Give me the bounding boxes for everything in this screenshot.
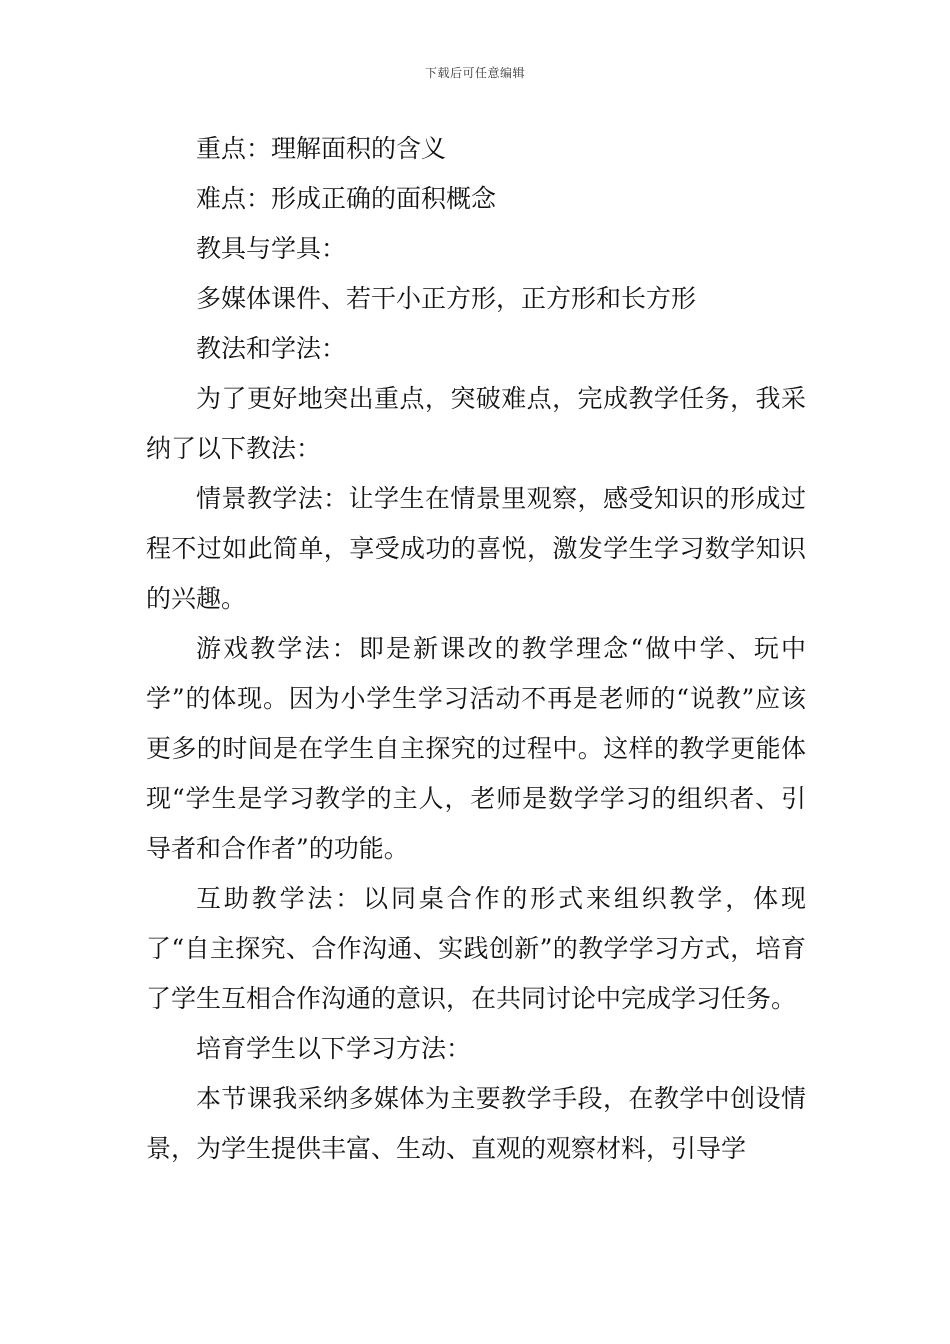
document-body — [146, 124, 806, 1174]
paragraph-mutual-help-method: 互助教学法：以同桌合作的形式来组织教学，体现了“自主探究、合作沟通、实践创新”的教学学习方式，培育了学生互相合作沟通的意识，在共同讨论中完成学习任务。 — [146, 884, 806, 1013]
paragraph-game-method: 游戏教学法：即是新课改的教学理念“做中学、玩中学”的体现。因为小学生学习活动不再是老师的“说教”应该更多的时间是在学生自主探究的过程中。这样的教学更能体现“学生是学习教学的主人，老师是数学学习的组织者、引导者和合作者”的功能。 — [146, 634, 806, 863]
paragraph-key-point: 重点：理解面积的含义 — [196, 134, 447, 163]
paragraph-teaching-aids-heading: 教具与学具： — [196, 234, 347, 263]
paragraph-learning-methods-heading: 培育学生以下学习方法： — [196, 1034, 472, 1063]
paragraph-methods-intro: 为了更好地突出重点，突破难点，完成教学任务，我采纳了以下教法： — [146, 384, 806, 463]
paragraph-teaching-aids: 多媒体课件、若干小正方形，正方形和长方形 — [196, 284, 697, 313]
paragraph-scenario-method: 情景教学法：让学生在情景里观察，感受知识的形成过程不过如此简单，享受成功的喜悦，激发学生学习数学知识的兴趣。 — [146, 484, 806, 613]
paragraph-difficult-point: 难点：形成正确的面积概念 — [196, 184, 497, 213]
page-header: 下载后可任意编辑 — [424, 66, 525, 80]
paragraph-multimedia: 本节课我采纳多媒体为主要教学手段，在教学中创设情景，为学生提供丰富、生动、直观的观察材料，引导学 — [146, 1084, 806, 1163]
paragraph-methods-heading: 教法和学法： — [196, 334, 347, 363]
